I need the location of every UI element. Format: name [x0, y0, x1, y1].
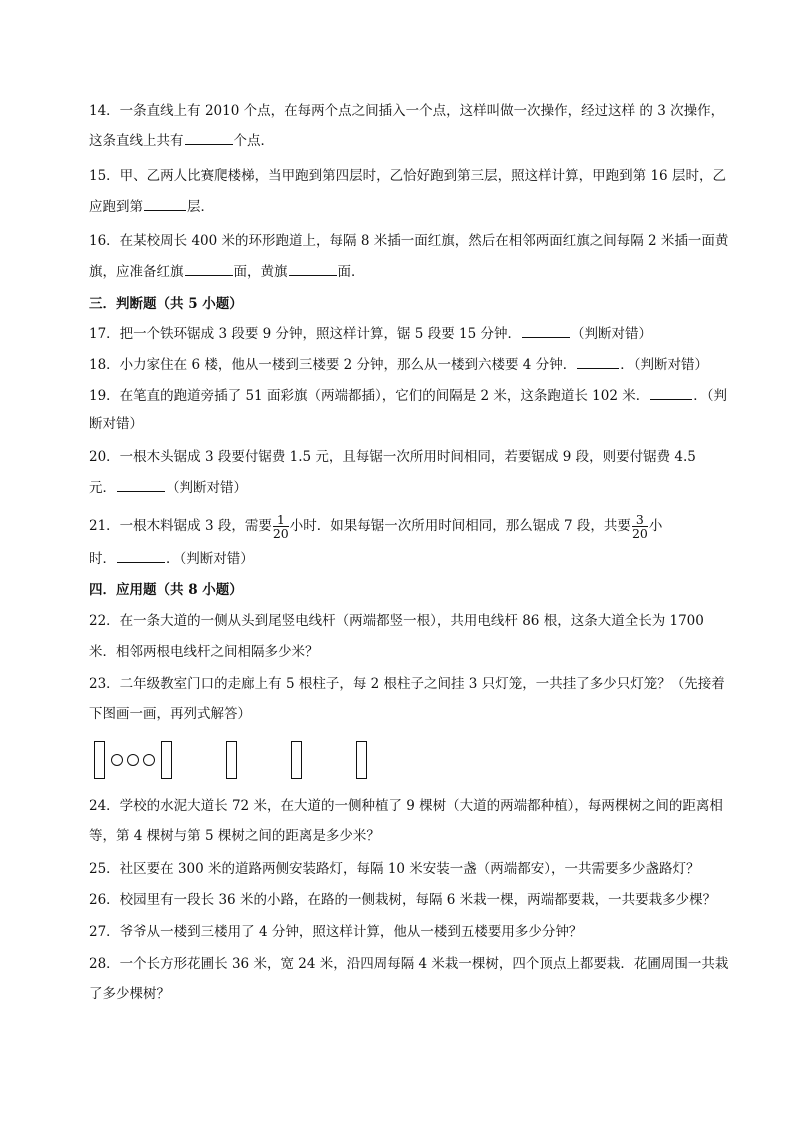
q21-text: 时．: [89, 551, 116, 567]
q22-line2: 米．相邻两根电线杆之间相隔多少米？: [89, 644, 319, 660]
answer-blank[interactable]: [650, 385, 692, 400]
pillar: [161, 741, 172, 779]
q15-line2: [89, 196, 214, 217]
q18-text: 18．小力家住在 6 楼，他从一楼到三楼要 2 分钟，那么从一楼到六楼要 4 分钟．: [89, 357, 577, 373]
q23-line2: 下图画一画，再列式解答）: [89, 706, 251, 722]
q14-line1: 14．一条直线上有 2010 个点，在每两个点之间插入一个点，这样叫做一次操作，经过这样 的 3 次操作，: [89, 103, 725, 119]
q22-line1: 22．在一条大道的一侧从头到尾竖电线杆（两端都竖一根），共用电线杆 86 根，这条大道全长为 1700: [89, 613, 704, 629]
q18-line1: [89, 354, 708, 375]
q14-text-end: 个点．: [233, 133, 274, 149]
q19-line1: [89, 385, 727, 406]
section-heading-3: 三．判断题（共 5 小题）: [89, 296, 243, 312]
answer-blank[interactable]: [185, 130, 233, 145]
q28-line2: 了多少棵树？: [89, 986, 170, 1002]
pillar: [94, 741, 105, 779]
q17-text-end: （判断对错）: [570, 326, 652, 342]
answer-blank[interactable]: [577, 354, 619, 369]
fraction-denominator: 20: [272, 526, 289, 541]
answer-blank[interactable]: [144, 196, 186, 211]
section-heading-4: 四．应用题（共 8 小题）: [89, 582, 243, 598]
q17-text: 17．把一个铁环锯成 3 段要 9 分钟，照这样计算，锯 5 段要 15 分钟．: [89, 326, 521, 342]
q26-line: 26．校园里有一段长 36 米的小路，在路的一侧栽树，每隔 6 米栽一棵，两端都要栽，一共要栽多少棵？: [89, 892, 717, 908]
answer-blank[interactable]: [289, 261, 337, 276]
q16-line2: [89, 261, 365, 282]
q15-text-end: 层．: [187, 199, 214, 215]
q16-text-mid: 面，黄旗: [233, 264, 288, 280]
fraction-numerator: 3: [632, 513, 648, 527]
q15-line1: 15．甲、乙两人比赛爬楼梯，当甲跑到第四层时，乙恰好跑到第三层，照这样计算，甲跑到第 16 层时，乙: [89, 168, 726, 184]
q21-text-end: 小: [648, 518, 663, 534]
q25-line: 25．社区要在 300 米的道路两侧安装路灯，每隔 10 米安装一盏（两端都安），一共需要多少盏路灯？: [89, 861, 700, 877]
q24-line1: 24．学校的水泥大道长 72 米，在大道的一侧种植了 9 棵树（大道的两端都种植），每两棵树之间的距离相: [89, 798, 723, 814]
answer-blank[interactable]: [185, 261, 233, 276]
answer-blank[interactable]: [522, 323, 570, 338]
q19-text-mid: ．（判: [693, 388, 727, 404]
q17-line1: [89, 323, 652, 344]
q16-text-end: 面．: [337, 264, 365, 280]
q20-text-end: （判断对错）: [166, 480, 247, 496]
answer-blank[interactable]: [117, 477, 165, 492]
fraction-denominator: 20: [631, 526, 648, 541]
q18-text-end: ．（判断对错）: [620, 357, 708, 373]
q20-line1: 20．一根木头锯成 3 段要付锯费 1.5 元，且每锯一次所用时间相同，若要锯成 9 段，则要付锯费 4.5: [89, 449, 696, 465]
q23-line1: 23．二年级教室门口的走廊上有 5 根柱子，每 2 根柱子之间挂 3 只灯笼，一共挂了多少只灯笼？（先接着: [89, 676, 725, 692]
lantern: [127, 754, 139, 766]
q21-line2: [89, 548, 254, 569]
q21-text: 21．一根木料锯成 3 段，需要: [89, 518, 272, 534]
fraction-three-twentieths: [632, 513, 648, 540]
pillar: [356, 741, 367, 779]
q28-line1: 28．一个长方形花圃长 36 米，宽 24 米，沿四周每隔 4 米栽一棵树，四个顶点上都要栽．花圃周围一共栽: [89, 956, 729, 972]
answer-blank[interactable]: [117, 548, 165, 563]
q20-line2: [89, 477, 247, 498]
pillar: [291, 741, 302, 779]
q21-text-mid: 小时．如果每锯一次所用时间相同，那么锯成 7 段，共要: [289, 518, 631, 534]
q16-text: 旗，应准备红旗: [89, 264, 184, 280]
q24-line2: 等，第 4 棵树与第 5 棵树之间的距离是多少米？: [89, 828, 380, 844]
q16-line1: 16．在某校周长 400 米的环形跑道上，每隔 8 米插一面红旗，然后在相邻两面红旗之间每隔 2 米插一面黄: [89, 233, 729, 249]
q15-text: 应跑到第: [89, 199, 143, 215]
q20-text: 元．: [89, 480, 116, 496]
q14-line2: [89, 130, 274, 151]
q19-text: 19．在笔直的跑道旁插了 51 面彩旗（两端都插），它们的间隔是 2 米，这条跑道长 102 米．: [89, 388, 650, 404]
q14-text: 这条直线上共有: [89, 133, 184, 149]
q21-text-end: ．（判断对错）: [166, 551, 254, 567]
q21-line1: [89, 511, 662, 541]
lantern: [143, 754, 155, 766]
q19-line2: 断对错）: [89, 416, 143, 432]
q27-line: 27．爷爷从一楼到三楼用了 4 分钟，照这样计算，他从一楼到五楼要用多少分钟？: [89, 924, 583, 940]
fraction-one-twentieth: [273, 513, 289, 540]
lantern: [111, 754, 123, 766]
fraction-numerator: 1: [273, 513, 289, 527]
pillar: [226, 741, 237, 779]
